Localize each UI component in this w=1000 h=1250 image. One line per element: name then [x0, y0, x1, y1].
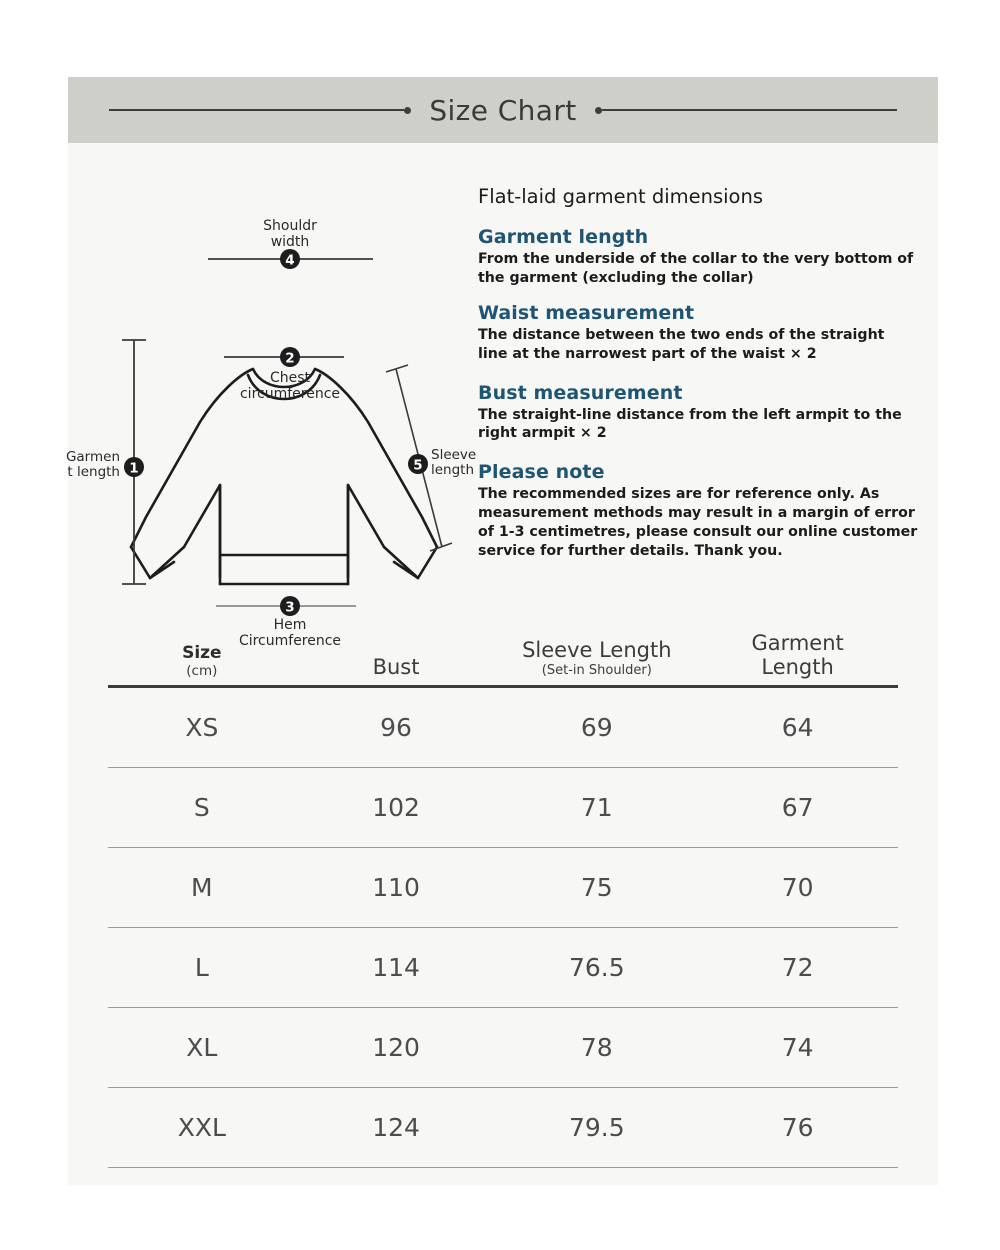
- title-dot-right: [595, 107, 602, 114]
- info-body-please-note: The recommended sizes are for reference only. As measurement methods may result in a margin of error of 1-3 centimetres, please consult our online customer service for further details. Thank you.: [478, 486, 918, 559]
- column-header-garment-length: [697, 632, 898, 687]
- cell-bust: 110: [296, 848, 497, 928]
- table-row: [108, 687, 898, 768]
- label-shoulder-width-line1: Shouldr: [263, 218, 317, 234]
- cell-size: L: [108, 928, 296, 1008]
- cell-garment: 64: [697, 687, 898, 768]
- label-shoulder-width-line2: width: [270, 234, 310, 250]
- column-header-size-main: Size: [182, 643, 222, 664]
- cell-size: XXL: [108, 1088, 296, 1168]
- label-sleeve-line2: length: [431, 462, 475, 478]
- label-hem-line1: Hem: [273, 617, 307, 633]
- cell-garment: 76: [697, 1088, 898, 1168]
- size-table-head: [108, 632, 898, 687]
- cell-sleeve: 79.5: [496, 1088, 697, 1168]
- title-rule-left: [109, 109, 404, 111]
- cell-garment: 67: [697, 768, 898, 848]
- marker-4: [280, 249, 300, 269]
- size-table-header-row: [108, 632, 898, 687]
- cell-size: M: [108, 848, 296, 928]
- column-header-size: [108, 632, 296, 687]
- size-chart-card: [65, 77, 938, 1185]
- column-header-bust: [296, 632, 497, 687]
- cell-size: XL: [108, 1008, 296, 1088]
- table-row: [108, 1088, 898, 1168]
- svg-text:3: 3: [285, 599, 295, 616]
- column-header-sleeve-length-label: Sleeve Length: [522, 638, 672, 663]
- cell-sleeve: 69: [496, 687, 697, 768]
- cell-bust: 124: [296, 1088, 497, 1168]
- svg-text:2: 2: [285, 350, 295, 367]
- cell-size: XS: [108, 687, 296, 768]
- marker-5: [408, 454, 428, 474]
- label-chest-line1: Chest: [269, 370, 311, 386]
- label-garment-length-line2: t length: [67, 464, 120, 480]
- cell-sleeve: 75: [496, 848, 697, 928]
- label-sleeve-line1: Sleeve: [431, 447, 477, 463]
- info-block-bust-measurement: [478, 382, 918, 444]
- info-panel: [478, 185, 918, 575]
- table-row: [108, 848, 898, 928]
- size-table-body: [108, 687, 898, 1168]
- column-header-garment-length-line1: Garment: [751, 631, 844, 655]
- title-rule-right: [602, 109, 897, 111]
- column-header-size-unit: (cm): [186, 663, 218, 680]
- table-row: [108, 928, 898, 1008]
- cell-bust: 96: [296, 687, 497, 768]
- cell-bust: 120: [296, 1008, 497, 1088]
- label-garment-length-line1: Garmen: [65, 449, 120, 465]
- info-block-garment-length: [478, 226, 918, 288]
- cell-garment: 70: [697, 848, 898, 928]
- column-header-sleeve-length-sublabel: (Set-in Shoulder): [541, 662, 652, 678]
- garment-diagram: [65, 217, 538, 649]
- info-heading-bust-measurement: Bust measurement: [478, 381, 683, 404]
- table-row: [108, 1008, 898, 1088]
- cell-sleeve: 76.5: [496, 928, 697, 1008]
- info-body-bust-measurement: The straight-line distance from the left armpit to the right armpit × 2: [478, 406, 902, 442]
- table-row: [108, 768, 898, 848]
- cell-bust: 114: [296, 928, 497, 1008]
- cell-garment: 72: [697, 928, 898, 1008]
- info-block-please-note: [478, 461, 918, 561]
- info-panel-title: Flat-laid garment dimensions: [478, 185, 763, 208]
- column-header-bust-label: Bust: [372, 654, 420, 679]
- cell-size: S: [108, 768, 296, 848]
- page-title: Size Chart: [429, 93, 577, 127]
- svg-text:5: 5: [413, 457, 423, 474]
- marker-2: [280, 347, 300, 367]
- marker-1: [124, 457, 144, 477]
- info-block-waist-measurement: [478, 302, 918, 364]
- column-header-garment-length-line2: Length: [761, 654, 834, 679]
- info-heading-garment-length: Garment length: [478, 226, 649, 248]
- info-body-waist-measurement: The distance between the two ends of the straight line at the narrowest part of the waist × 2: [478, 326, 885, 362]
- label-chest-line2: circumference: [239, 386, 341, 402]
- title-dot-left: [404, 107, 411, 114]
- title-row: [68, 77, 938, 143]
- cell-sleeve: 78: [496, 1008, 697, 1088]
- size-table: [108, 632, 898, 1168]
- svg-text:1: 1: [129, 460, 139, 477]
- marker-3: [280, 596, 300, 616]
- info-heading-please-note: Please note: [478, 461, 605, 484]
- cell-bust: 102: [296, 768, 497, 848]
- cell-garment: 74: [697, 1008, 898, 1088]
- column-header-sleeve-length: [496, 632, 697, 687]
- cell-sleeve: 71: [496, 768, 697, 848]
- svg-text:4: 4: [285, 252, 295, 269]
- info-body-garment-length: From the underside of the collar to the very bottom of the garment (excluding the collar): [478, 251, 914, 286]
- header-band: [68, 77, 938, 143]
- info-heading-waist-measurement: Waist measurement: [478, 301, 695, 324]
- label-hem-line2: Circumference: [238, 633, 342, 649]
